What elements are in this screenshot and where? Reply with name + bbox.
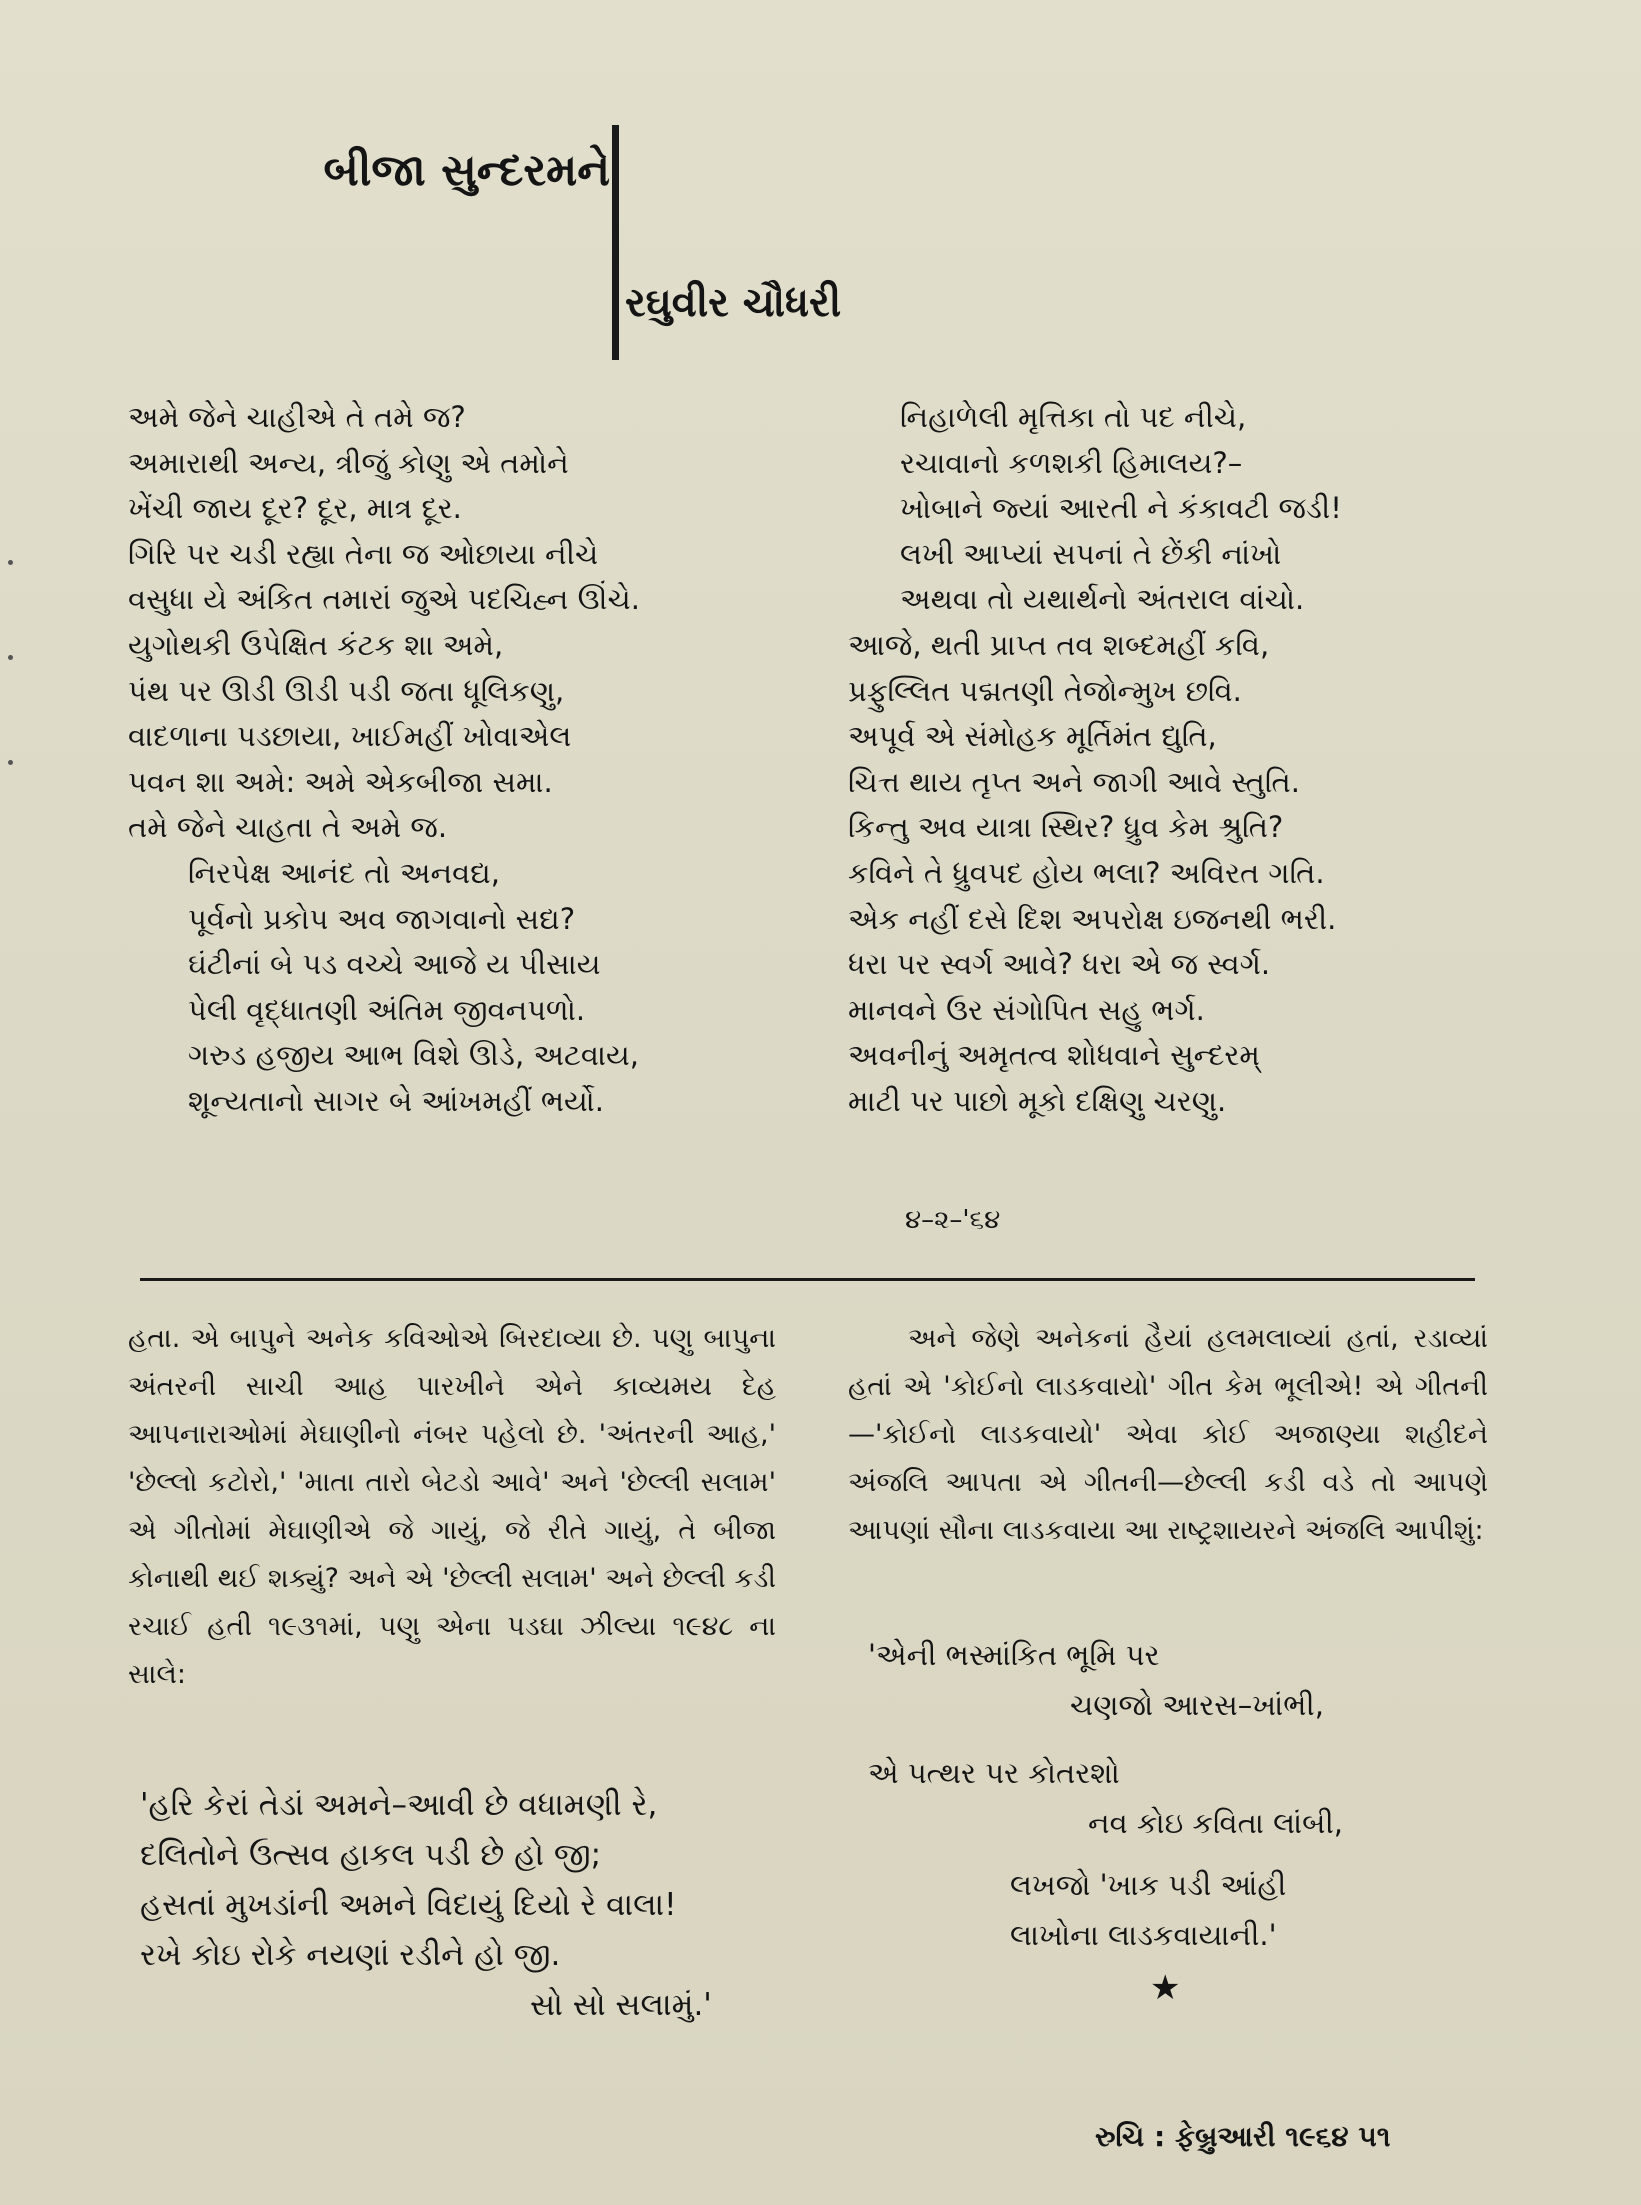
title-divider (612, 125, 619, 360)
poem-line: તમે જેને ચાહતા તે અમે જ. (128, 810, 448, 845)
poem-line: ખેંચી જાય દૂર? દૂર, માત્ર દૂર. (128, 491, 462, 526)
poem-line: ધરા પર સ્વર્ગ આવે? ધરા એ જ સ્વર્ગ. (848, 947, 1271, 982)
poem-line: પ્રફુલ્લિત પદ્મતણી તેજોન્મુખ છવિ. (848, 673, 1242, 708)
poem-line: ખોબાને જ્યાં આરતી ને કંકાવટી જડી! (900, 491, 1342, 526)
poem-line: અમે જેને ચાહીએ તે તમે જ? (128, 400, 466, 434)
verse-line: નવ કોઇ કવિતા લાંબી, (1088, 1806, 1343, 1840)
verse-line: હસતાં મુખડાંની અમને વિદાયું દિયો રે વાલા! (140, 1887, 677, 1923)
poem-line: ચિત્ત થાય તૃપ્ત અને જાગી આવે સ્તુતિ. (848, 764, 1300, 799)
prose-left-paragraph: હતા. એ બાપુને અનેક કવિઓએ બિરદાવ્યા છે. પણુ બાપુના અંતરની સાચી આહ પારખીને એને કાવ્યમય દેહ આપનારાઓમાં મેઘાણીનો નંબર પહેલો છે. 'અંતરની આહ,' 'છેલ્લો કટોરો,' 'માતા તારો બેટડો આવે' અને 'છેલ્લી સલામ' એ ગીતોમાં મેઘાણીએ જે ગાયું, જે રીતે ગાયું, તે બીજા કોનાથી થઈ શક્યું? અને એ 'છેલ્લી સલામ' અને છેલ્લી કડી રચાઈ હતી ૧૯૩૧માં, પણુ એના પડઘા ઝીલ્યા ૧૯૪૮ ના સાલે: (128, 1323, 776, 1690)
verse-line: લાખોના લાડકવાયાની.' (1010, 1918, 1277, 1952)
verse-line: રખે કોઇ રોકે નયણાં રડીને હો જી. (140, 1937, 561, 1973)
poem-line: નિહાળેલી મૃત્તિકા તો પદ નીચે, (900, 400, 1247, 434)
verse-line: ચણજો આરસ–ખાંભી, (1070, 1688, 1324, 1722)
poem-line: લખી આપ્યાં સપનાં તે છેંકી નાંખો (900, 536, 1282, 571)
poem-line: રચાવાનો કળશકી હિમાલય?– (900, 445, 1243, 480)
poem-line: વાદળાના પડછાયા, ખાઈમહીં ખોવાએલ (128, 719, 572, 754)
poem-right-column (848, 395, 1342, 1125)
poem-line: આજે, થતી પ્રાપ્ત તવ શબ્દમહીં કવિ, (848, 627, 1270, 662)
poem-line: અવનીનું અમૃતત્વ શોધવાને સુન્દરમ્ (848, 1038, 1260, 1073)
poem-line: પૂર્વનો પ્રકોપ અવ જાગવાનો સદ્ય? (188, 901, 576, 936)
poem-line: અમારાથી અન્ય, ત્રીજું કોણુ એ તમોને (128, 445, 569, 480)
poem-line: માનવને ઉર સંગોપિત સહુ ભર્ગ. (848, 992, 1205, 1027)
poem-author: રઘુવીર ચૌધરી (625, 280, 842, 326)
poem-line: અથવા તો યથાર્થનો અંતરાલ વાંચો. (900, 582, 1305, 617)
poem-left-column (128, 395, 640, 1125)
page-footer: રુચિ : ફેબ્રુઆરી ૧૯૬૪ ૫૧ (1095, 2120, 1391, 2153)
poem-line: કવિને તે ધ્રુવપદ હોય ભલા? અવિરત ગતિ. (848, 855, 1325, 890)
poem-line: પેલી વૃદ્ધાતણી અંતિમ જીવનપળો. (188, 992, 586, 1027)
poem-line: યુગોથકી ઉપેક્ષિત કંટક શા અમે, (128, 627, 504, 662)
quoted-verse-left (140, 1780, 712, 2030)
poem-line: પંથ પર ઊડી ઊડી પડી જતા ધૂલિકણુ, (128, 673, 565, 708)
poem-line: પવન શા અમે: અમે એકબીજા સમા. (128, 764, 553, 799)
poem-line: વસુધા યે અંકિત તમારાં જુએ પદચિહ્ન ઊંચે. (128, 582, 640, 617)
verse-line: 'હરિ કેરાં તેડાં અમને–આવી છે વધામણી રે, (140, 1787, 658, 1823)
verse-line: સો સો સલામું.' (530, 1987, 712, 2023)
star-icon: ★ (1150, 1968, 1181, 2008)
poem-line: ગિરિ પર ચડી રહ્યા તેના જ ઓછાયા નીચે (128, 536, 599, 571)
verse-line: 'એની ભસ્માંકિત ભૂમિ પર (868, 1638, 1160, 1672)
poem-date: ૪–૨–'૬૪ (905, 1205, 1001, 1235)
prose-right-paragraph: અને જેણે અનેકનાં હૈયાં હલમલાવ્યાં હતાં, રડાવ્યાં હતાં એ 'કોઈનો લાડકવાયો' ગીત કેમ ભૂલીએ! એ ગીતની—'કોઈનો લાડકવાયો' એવા કોઈ અજાણ્યા શહીદને અંજલિ આપતા એ ગીતની—છેલ્લી કડી વડે તો આપણે આપણાં સૌના લાડકવાયા આ રાષ્ટ્રશાયરને અંજલિ આપીશું: (848, 1323, 1488, 1546)
verse-line: દલિતોને ઉત્સવ હાકલ પડી છે હો જી; (140, 1837, 602, 1873)
poem-line: એક નહીં દસે દિશ અપરોક્ષ ઇજનથી ભરી. (848, 901, 1337, 936)
verse-line: એ પત્થર પર કોતરશો (868, 1756, 1120, 1790)
poem-line: નિરપેક્ષ આનંદ તો અનવદ્ય, (188, 855, 500, 890)
poem-line: માટી પર પાછો મૂકો દક્ષિણુ ચરણુ. (848, 1083, 1227, 1118)
poem-line: અપૂર્વ એ સંમોહક મૂર્તિમંત દ્યુતિ, (848, 719, 1217, 754)
poem-line: ઘંટીનાં બે પડ વચ્ચે આજે ય પીસાય (188, 947, 601, 982)
section-divider (140, 1278, 1475, 1281)
verse-line: લખજો 'ખાક પડી આંહી (1010, 1868, 1287, 1902)
poem-line: શૂન્યતાનો સાગર બે આંખમહીં ભર્યો. (188, 1083, 604, 1118)
poem-title: બીજા સુન્દરમને (323, 145, 610, 196)
poem-line: કિન્તુ અવ યાત્રા સ્થિર? ધ્રુવ કેમ શ્રુતિ? (848, 810, 1284, 845)
poem-line: ગરુડ હજીય આભ વિશે ઊડે, અટવાય, (188, 1038, 640, 1073)
